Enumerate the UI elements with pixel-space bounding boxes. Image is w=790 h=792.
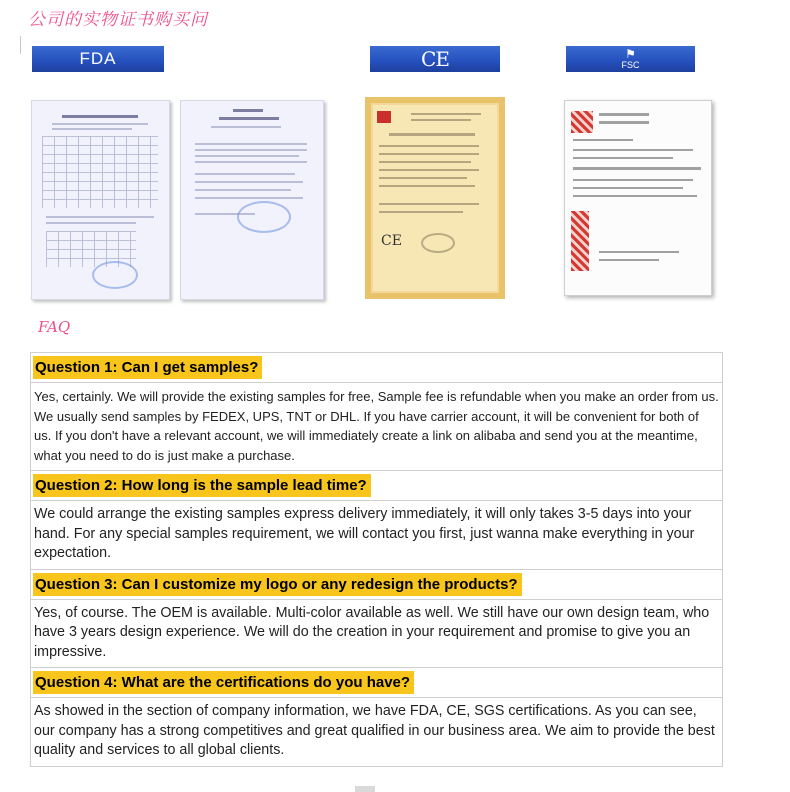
test-certificate-document [180, 100, 324, 300]
fsc-tree-icon: ⚑ FSC [621, 47, 640, 70]
sampling-document [31, 100, 170, 300]
ce-header-banner [370, 46, 500, 72]
faq-answer-3 [31, 600, 722, 669]
question-text: Question 4: What are the certifications do you have? [33, 671, 414, 694]
faq-question-4 [31, 668, 722, 698]
question-text: Question 2: How long is the sample lead time? [33, 474, 371, 497]
faq-heading: FAQ [38, 318, 71, 336]
fsc-certificate-image [564, 100, 712, 296]
faq-answer-4 [31, 698, 722, 767]
ce-mark-icon: CE [421, 47, 449, 71]
faq-answer-2 [31, 501, 722, 570]
ce-certificate-image: CE [365, 97, 505, 299]
answer-paragraph: Yes, of course. The OEM is available. Multi-color available as well. We still have our own design team, who have 3 years design experience. We will do the creation in your requirement and promise to give you an impressive. [34, 604, 710, 660]
divider [20, 36, 21, 54]
fsc-header-banner [566, 46, 695, 72]
fsc-label: FSC [621, 60, 640, 70]
answer-paragraph: We could arrange the existing samples express delivery immediately, it will only takes 3-5 days into your hand. For any special samples requirement, we will contact you first, just wanna make everything in your expectation. [34, 506, 695, 561]
page-footer-mark [355, 786, 375, 792]
answer-paragraph: As showed in the section of company information, we have FDA, CE, SGS certifications. As you can see, our company has a strong competitives and great qualified in our business area. We aim to provide the best quality and services to all global clients. [34, 703, 715, 758]
answer-paragraph: Yes, certainly. We will provide the existing samples for free, Sample fee is refundable when you make an order from us. [34, 389, 719, 404]
fda-label: FDA [79, 49, 117, 68]
question-text: Question 3: Can I customize my logo or any redesign the products? [33, 573, 522, 596]
page-heading: 公司的实物证书购买问 [28, 10, 208, 30]
answer-paragraph: We usually send samples by FEDEX, UPS, TNT or DHL. If you have carrier account, it will be convenient for both of us. If you don't have a relevant account, we will immediately create a link on alibaba and send you at the meantime, what you need to do is just make a purchase. [34, 408, 699, 463]
faq-list [30, 352, 723, 767]
faq-question-1 [31, 353, 722, 383]
faq-question-3 [31, 570, 722, 600]
faq-answer-1 [31, 383, 722, 471]
faq-question-2 [31, 471, 722, 501]
question-text: Question 1: Can I get samples? [33, 356, 262, 379]
fda-header-banner [32, 46, 164, 72]
